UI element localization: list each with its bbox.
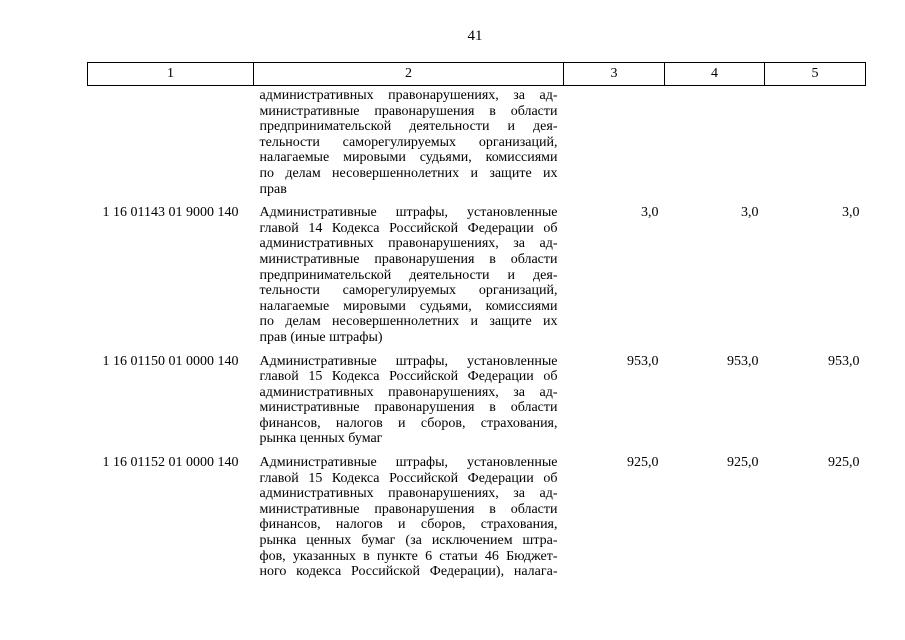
row-value-col5 bbox=[765, 86, 866, 202]
row-code: 1 16 01143 01 9000 140 bbox=[102, 205, 239, 221]
row-description bbox=[254, 451, 564, 584]
description-line: административных правонарушениях, за ад- bbox=[259, 88, 558, 103]
description-line: прав (иные штрафы) bbox=[259, 329, 383, 345]
row-code: 1 16 01150 01 0000 140 bbox=[102, 353, 239, 369]
table-body bbox=[88, 86, 866, 584]
row-value-col4: 953,0 bbox=[727, 353, 759, 369]
row-value-col3 bbox=[564, 86, 665, 202]
description-line: Административные штрафы, установленные bbox=[259, 455, 558, 471]
description-line: финансов, налогов и сборов, страхования, bbox=[259, 415, 558, 431]
table-row bbox=[88, 201, 866, 349]
description-line: министративные правонарушения в области bbox=[259, 501, 558, 517]
row-description bbox=[254, 350, 564, 452]
row-value-col5: 3,0 bbox=[842, 205, 860, 221]
table-row bbox=[88, 451, 866, 584]
description-line: налагаемые мировыми судьями, комиссиями bbox=[259, 298, 558, 314]
description-line: министративные правонарушения в области bbox=[259, 103, 558, 119]
description-line: ного кодекса Российской Федерации), налага- bbox=[259, 564, 558, 580]
revenue-table bbox=[87, 62, 866, 584]
description-line: по делам несовершеннолетних и защите их bbox=[259, 314, 558, 330]
description-line: административных правонарушениях, за ад- bbox=[259, 236, 558, 252]
description-line: административных правонарушениях, за ад- bbox=[259, 384, 558, 400]
row-value-col3: 925,0 bbox=[627, 455, 659, 471]
column-header-3: 3 bbox=[564, 63, 665, 86]
description-line: министративные правонарушения в области bbox=[259, 400, 558, 416]
description-line: Административные штрафы, установленные bbox=[259, 205, 558, 221]
description-line: тельности саморегулируемых организаций, bbox=[259, 134, 558, 150]
row-description bbox=[254, 86, 564, 202]
description-line: министративные правонарушения в области bbox=[259, 251, 558, 267]
page-number: 41 bbox=[467, 28, 483, 44]
description-line: налагаемые мировыми судьями, комиссиями bbox=[259, 150, 558, 166]
description-line: прав bbox=[259, 181, 287, 197]
row-value-col3: 953,0 bbox=[627, 353, 659, 369]
description-line: фов, указанных в пункте 6 статьи 46 Бюджет- bbox=[259, 548, 558, 564]
description-line: рынка ценных бумаг bbox=[259, 431, 383, 447]
table-row bbox=[88, 86, 866, 202]
description-line: главой 15 Кодекса Российской Федерации об bbox=[259, 369, 558, 385]
row-value-col5: 953,0 bbox=[828, 353, 860, 369]
description-line: по делам несовершеннолетних и защите их bbox=[259, 165, 558, 181]
row-description bbox=[254, 201, 564, 349]
column-header-2: 2 bbox=[254, 63, 564, 86]
column-header-1: 1 bbox=[88, 63, 254, 86]
description-line: финансов, налогов и сборов, страхования, bbox=[259, 517, 558, 533]
row-value-col4: 925,0 bbox=[727, 455, 759, 471]
row-code: 1 16 01152 01 0000 140 bbox=[102, 455, 239, 471]
row-code bbox=[88, 86, 254, 202]
description-line: рынка ценных бумаг (за исключением штра- bbox=[259, 533, 558, 549]
description-line: предпринимательской деятельности и дея- bbox=[259, 119, 558, 135]
table-header-row bbox=[88, 63, 866, 86]
description-line: предпринимательской деятельности и дея- bbox=[259, 267, 558, 283]
description-line: Административные штрафы, установленные bbox=[259, 353, 558, 369]
row-value-col4: 3,0 bbox=[741, 205, 759, 221]
column-header-5: 5 bbox=[765, 63, 866, 86]
row-value-col3: 3,0 bbox=[641, 205, 659, 221]
row-value-col5: 925,0 bbox=[828, 455, 860, 471]
table-row bbox=[88, 350, 866, 452]
description-line: административных правонарушениях, за ад- bbox=[259, 486, 558, 502]
description-line: тельности саморегулируемых организаций, bbox=[259, 283, 558, 299]
description-line: главой 15 Кодекса Российской Федерации об bbox=[259, 470, 558, 486]
column-header-4: 4 bbox=[665, 63, 765, 86]
description-line: главой 14 Кодекса Российской Федерации об bbox=[259, 220, 558, 236]
row-value-col4 bbox=[665, 86, 765, 202]
